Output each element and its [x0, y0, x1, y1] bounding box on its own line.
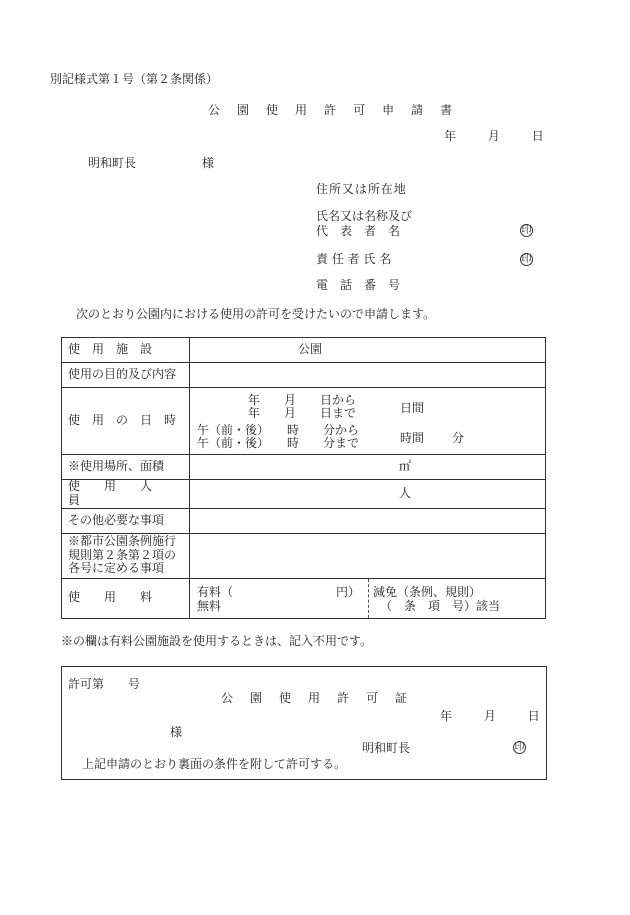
date-to: 年 月 日まで	[248, 406, 357, 420]
minutes-label: 分	[452, 431, 465, 445]
people-label: 使 用 人 員	[62, 480, 190, 509]
application-date	[444, 129, 544, 143]
other-label: その他必要な事項	[62, 508, 190, 533]
time-to: 午（前・後） 時 分まで	[197, 436, 360, 450]
table-row	[62, 508, 546, 533]
intro-text: 次のとおり公園内における使用の許可を受けたいので申請します。	[76, 307, 436, 321]
date-month: 月	[487, 129, 500, 143]
seal-icon: 印	[514, 742, 525, 753]
rule-label: ※都市公園条例施行 規則第２条第２項の 各号に定める事項	[62, 533, 190, 578]
fee-field[interactable]	[190, 578, 546, 618]
exemption-line-2: （ 条 項 号）該当	[380, 598, 501, 613]
table-row	[62, 363, 546, 388]
seal-icon: 印	[521, 225, 532, 236]
page-title: 公 園 使 用 許 可 申 請 書	[208, 103, 459, 117]
addressee-honorific: 様	[202, 156, 215, 170]
permit-box	[61, 666, 547, 780]
facility-label: 使 用 施 設	[62, 338, 190, 363]
table-row	[62, 480, 546, 509]
purpose-field[interactable]	[190, 363, 546, 388]
exemption-line-1: 減免（条例、規則）	[373, 584, 482, 599]
permit-title: 公 園 使 用 許 可 証	[221, 691, 414, 705]
fee-label: 使 用 料	[62, 578, 190, 618]
fee-paid: 有料（	[197, 584, 234, 599]
permit-statement: 上記申請のとおり裏面の条件を附して許可する。	[82, 757, 347, 771]
people-field[interactable]: 人	[190, 480, 546, 509]
place-field[interactable]: ㎡	[190, 455, 546, 480]
date-day: 日	[531, 129, 544, 143]
purpose-label: 使用の目的及び内容	[62, 363, 190, 388]
seal-icon: 印	[521, 254, 532, 265]
days-label: 日間	[400, 401, 425, 415]
fee-yen: 円）	[336, 584, 361, 599]
rule-field[interactable]	[190, 533, 546, 578]
hours-label: 時間	[400, 431, 425, 445]
permit-honorific: 様	[170, 725, 183, 739]
other-field[interactable]	[190, 508, 546, 533]
date-label: 使 用 の 日 時	[62, 388, 190, 455]
date-field[interactable]	[190, 388, 546, 455]
applicant-address-label: 住所又は所在地	[316, 182, 407, 196]
addressee: 明和町長	[88, 156, 137, 170]
date-year: 年	[444, 129, 457, 143]
table-row	[62, 338, 546, 363]
table-row	[62, 533, 546, 578]
phone-label: 電 話 番 号	[316, 278, 401, 292]
date-from: 年 月 日から	[248, 393, 357, 407]
fee-free: 無料	[197, 598, 222, 613]
time-from: 午（前・後） 時 分から	[197, 423, 360, 437]
table-row	[62, 388, 546, 455]
note-text: ※の欄は有料公園施設を使用するときは、記入不用です。	[61, 634, 373, 648]
table-row	[62, 455, 546, 480]
applicant-name-label-1: 氏名又は名称及び	[316, 209, 413, 223]
permit-date: 年 月 日	[440, 709, 540, 723]
responsible-person-label: 責 任 者 氏 名	[316, 252, 392, 266]
fee-divider	[368, 579, 369, 618]
permit-issuer: 明和町長	[362, 741, 411, 755]
table-row	[62, 578, 546, 618]
applicant-name-label-2: 代 表 者 名	[316, 224, 401, 238]
facility-value: 公園	[190, 338, 546, 363]
application-table	[61, 337, 546, 619]
place-label: ※使用場所、面積	[62, 455, 190, 480]
permit-number: 許可第 号	[68, 677, 141, 691]
form-number: 別記様式第１号（第２条関係）	[50, 72, 219, 86]
